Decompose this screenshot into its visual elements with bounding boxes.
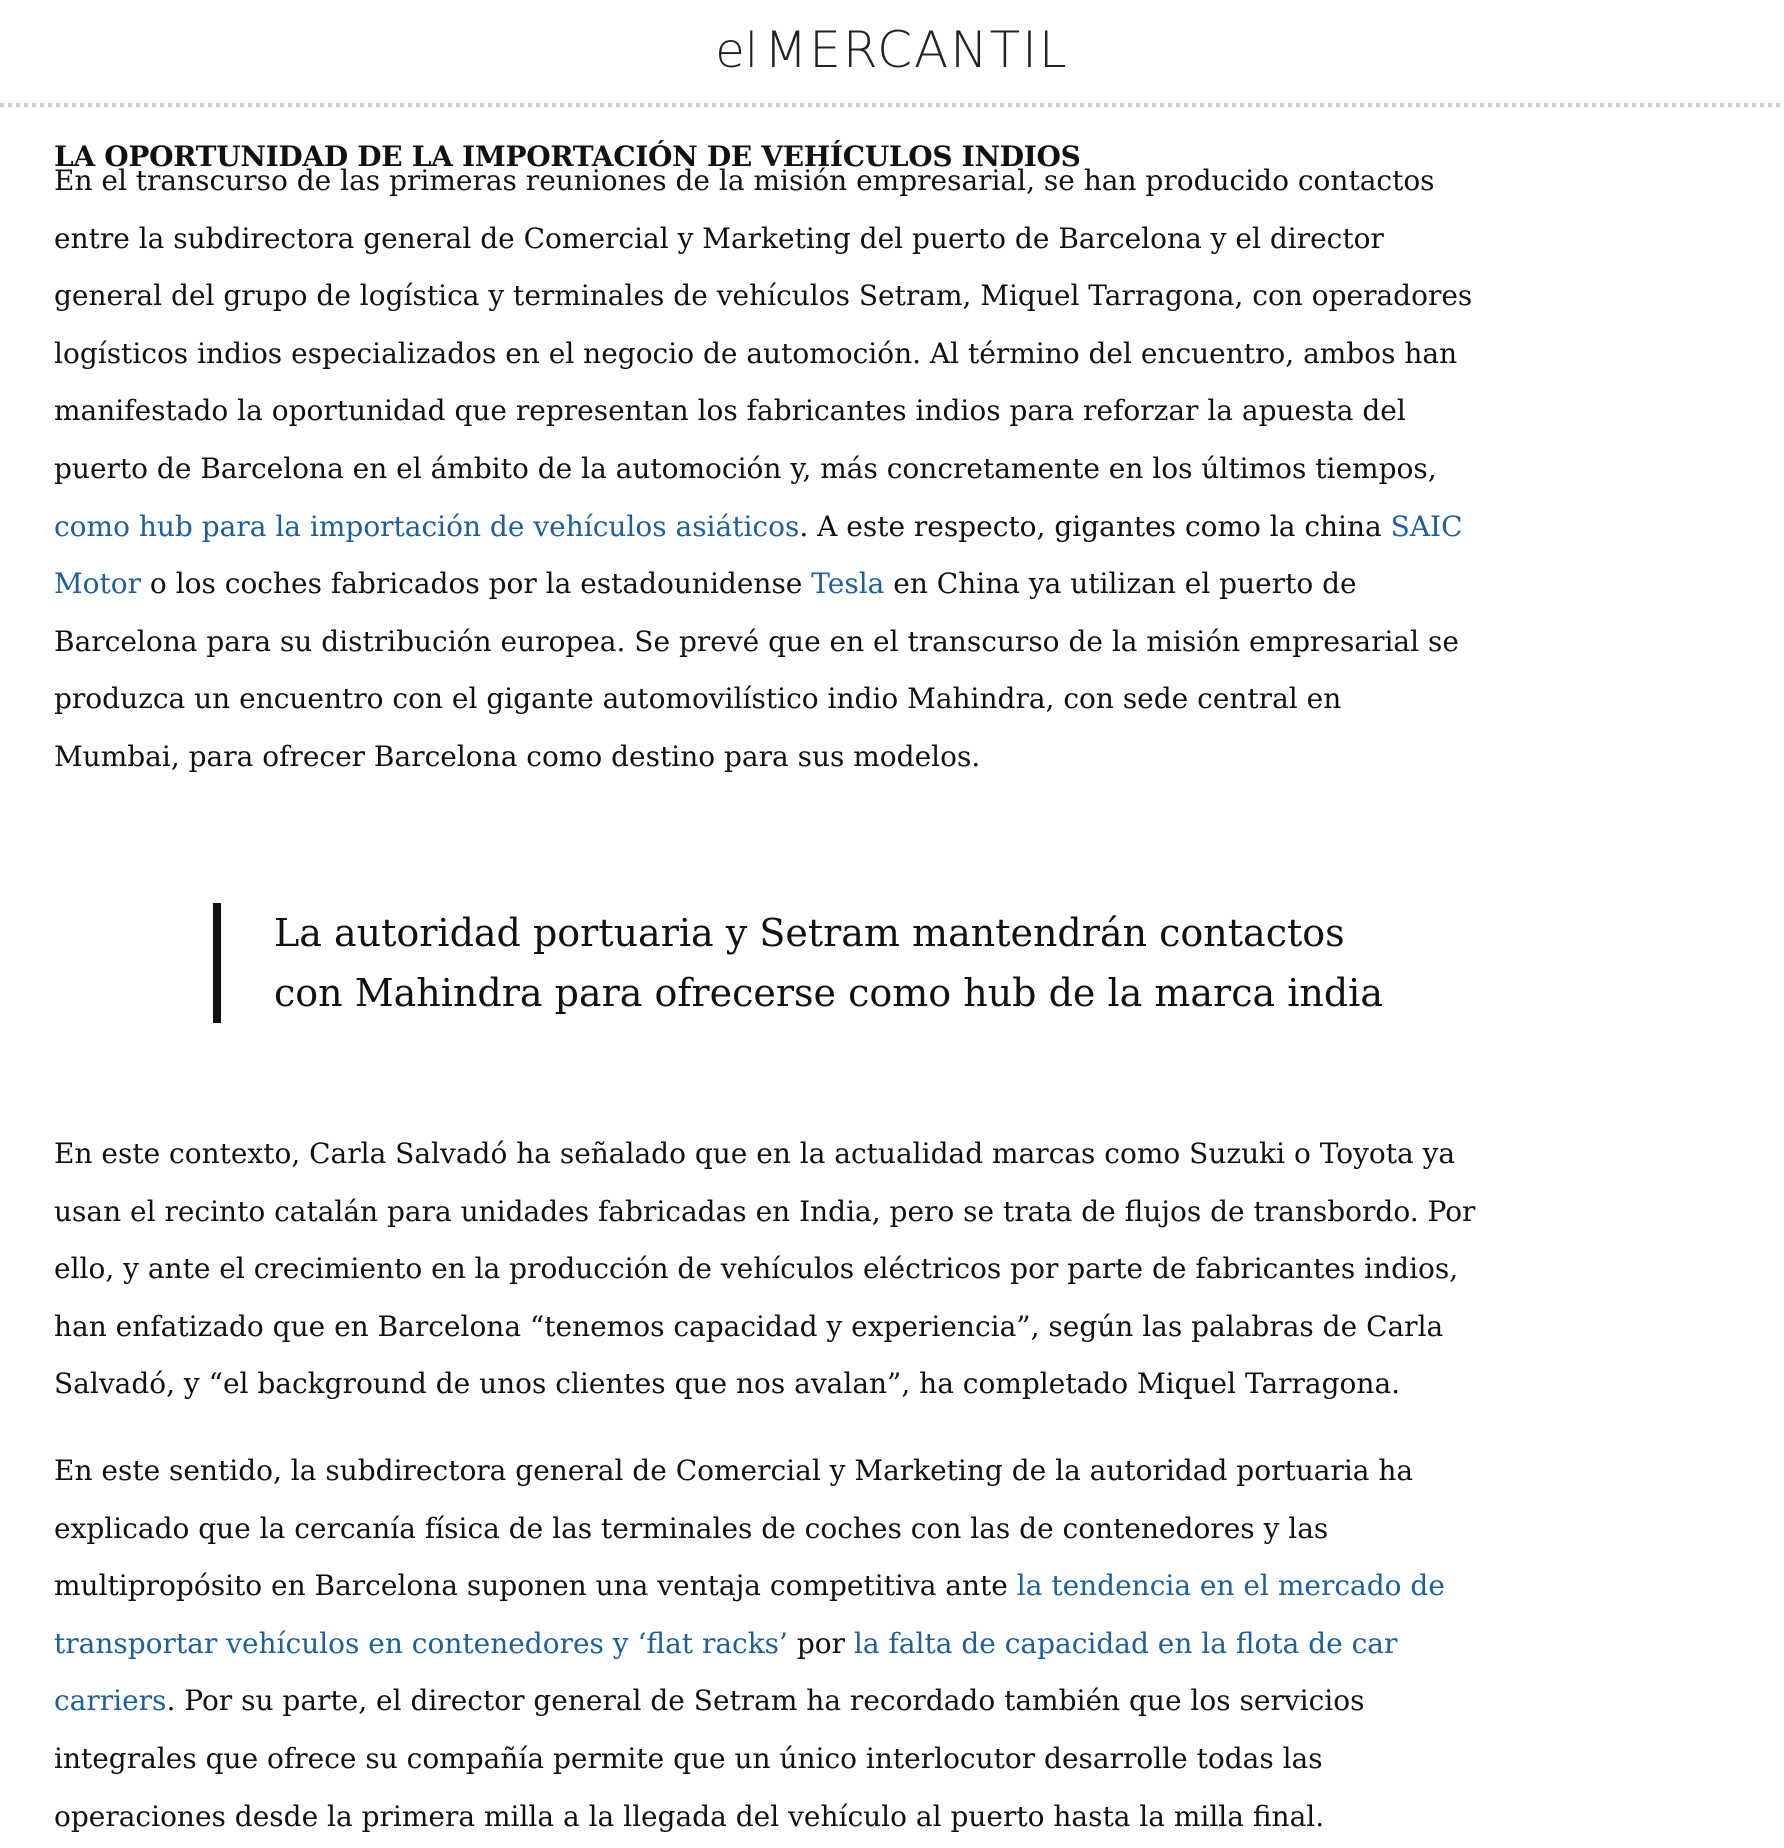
- inline-link[interactable]: SAIC: [1390, 509, 1463, 543]
- text-run: ello, y ante el crecimiento en la producción de vehículos eléctricos por parte de fabricantes indios,: [54, 1252, 1459, 1286]
- pull-quote-text: [274, 903, 1383, 1023]
- text-run: Salvadó, y “el background de unos clientes que nos avalan”, ha completado Miquel Tarragona.: [54, 1367, 1401, 1401]
- text-run: multipropósito en Barcelona suponen una ventaja competitiva ante: [54, 1569, 1017, 1603]
- paragraph-3: [54, 1442, 1445, 1845]
- text-line: [54, 267, 1472, 325]
- text-line: [54, 1615, 1445, 1673]
- masthead: [0, 0, 1784, 104]
- text-run: Mumbai, para ofrecer Barcelona como destino para sus modelos.: [54, 739, 981, 773]
- logo-name: MERCANTIL: [764, 21, 1069, 79]
- text-line: [54, 1240, 1475, 1298]
- text-line: [54, 1730, 1445, 1788]
- text-line: [54, 382, 1472, 440]
- pull-quote-bar: [213, 903, 221, 1023]
- text-line: [54, 670, 1472, 728]
- text-line: [54, 1672, 1445, 1730]
- inline-link[interactable]: carriers: [54, 1684, 167, 1718]
- text-line: [54, 325, 1472, 383]
- text-run: usan el recinto catalán para unidades fabricadas en India, pero se trata de flujos de transbordo. Por: [54, 1194, 1476, 1228]
- text-run: operaciones desde la primera milla a la llegada del vehículo al puerto hasta la milla final.: [54, 1799, 1325, 1833]
- text-run: En el transcurso de las primeras reuniones de la misión empresarial, se han producido contactos: [54, 164, 1435, 197]
- text-line: [54, 498, 1472, 556]
- text-line: [54, 440, 1472, 498]
- text-line: [54, 1788, 1445, 1846]
- text-line: [54, 1355, 1475, 1413]
- text-run: han enfatizado que en Barcelona “tenemos capacidad y experiencia”, según las palabras de Carla: [54, 1309, 1444, 1343]
- pull-quote-line: con Mahindra para ofrecerse como hub de la marca india: [274, 971, 1383, 1015]
- inline-link[interactable]: la tendencia en el mercado de: [1016, 1569, 1445, 1603]
- header-divider: [0, 103, 1784, 107]
- text-run: manifestado la oportunidad que representan los fabricantes indios para reforzar la apuesta del: [54, 394, 1406, 428]
- site-logo[interactable]: [0, 22, 1784, 79]
- text-line: [54, 555, 1472, 613]
- inline-link[interactable]: Tesla: [811, 567, 885, 601]
- text-line: [54, 1500, 1445, 1558]
- inline-link[interactable]: la falta de capacidad en la flota de car: [853, 1626, 1398, 1660]
- text-run: o los coches fabricados por la estadounidense: [141, 567, 812, 601]
- text-line: [54, 152, 1472, 210]
- paragraph-2: [54, 1125, 1475, 1413]
- text-line: [54, 210, 1472, 268]
- text-line: [54, 728, 1472, 786]
- text-line: [54, 1298, 1475, 1356]
- text-run: explicado que la cercanía física de las terminales de coches con las de contenedores y las: [54, 1511, 1329, 1545]
- inline-link[interactable]: Motor: [54, 567, 142, 601]
- text-line: [54, 1125, 1475, 1183]
- text-run: entre la subdirectora general de Comercial y Marketing del puerto de Barcelona y el director: [54, 221, 1384, 255]
- text-run: . A este respecto, gigantes como la china: [799, 509, 1391, 543]
- text-run: general del grupo de logística y terminales de vehículos Setram, Miquel Tarragona, con operadores: [54, 279, 1473, 313]
- text-run: En este contexto, Carla Salvadó ha señalado que en la actualidad marcas como Suzuki o Toyota ya: [54, 1137, 1456, 1170]
- text-line: [54, 613, 1472, 671]
- paragraph-1: [54, 152, 1472, 786]
- text-run: logísticos indios especializados en el negocio de automoción. Al término del encuentro, ambos han: [54, 336, 1458, 370]
- text-run: En este sentido, la subdirectora general de Comercial y Marketing de la autoridad portuaria ha: [54, 1454, 1414, 1487]
- text-run: produzca un encuentro con el gigante automovilístico indio Mahindra, con sede central en: [54, 682, 1342, 716]
- text-run: Barcelona para su distribución europea. Se prevé que en el transcurso de la misión empresarial se: [54, 624, 1459, 658]
- inline-link[interactable]: transportar vehículos en contenedores y ‘flat racks’: [54, 1626, 788, 1660]
- text-run: . Por su parte, el director general de Setram ha recordado también que los servicios: [166, 1684, 1365, 1718]
- text-run: integrales que ofrece su compañía permite que un único interlocutor desarrolle todas las: [54, 1741, 1323, 1775]
- pull-quote-line: La autoridad portuaria y Setram mantendrán contactos: [274, 911, 1345, 955]
- text-run: puerto de Barcelona en el ámbito de la automoción y, más concretamente en los últimos tiempos,: [54, 451, 1437, 485]
- logo-prefix: el: [715, 23, 759, 79]
- pull-quote: [213, 903, 1513, 1023]
- text-line: [54, 1557, 1445, 1615]
- text-line: [54, 1442, 1445, 1500]
- inline-link[interactable]: como hub para la importación de vehículos asiáticos: [54, 509, 800, 543]
- section-heading: LA OPORTUNIDAD DE LA IMPORTACIÓN DE VEHÍCULOS INDIOS: [54, 140, 1081, 174]
- text-line: [54, 1183, 1475, 1241]
- text-run: por: [787, 1626, 854, 1660]
- text-run: en China ya utilizan el puerto de: [884, 567, 1357, 601]
